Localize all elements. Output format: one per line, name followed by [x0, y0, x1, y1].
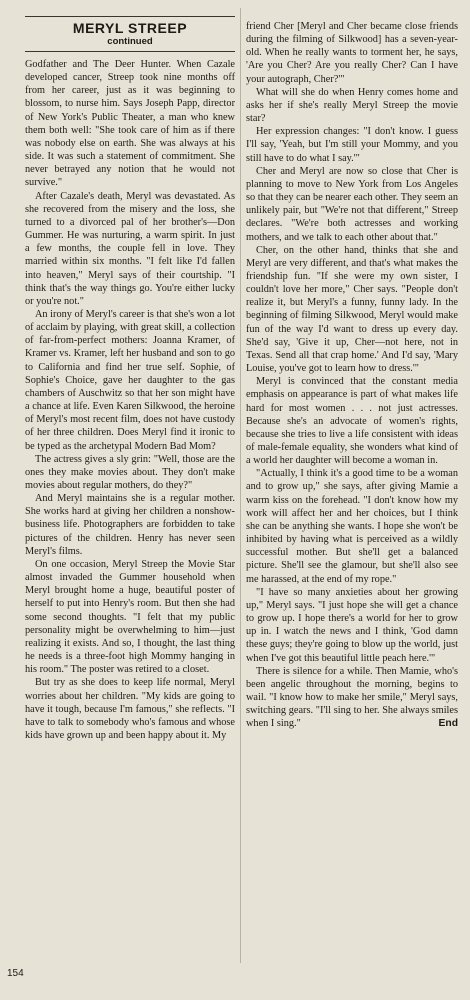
body-paragraph: Cher and Meryl are now so close that Cher is planning to move to New York from Los Angeles so that they can be nearer each other. They seem an unlikely pair, but "We're not that different," Streep declares. "We're both actresses and working mothers, and we talk to each other about that." — [246, 165, 458, 243]
left-column — [25, 16, 235, 742]
body-paragraph: On one occasion, Meryl Streep the Movie Star almost invaded the Gummer household when Meryl brought home a huge, beautiful poster of herself to put into Henry's room. But then she had some second thoughts. "I felt that my public personality might be overwhelming to him—just realizing it exists. And so, I thought, the last thing he needs is a three-foot high Mommy hanging in his room." The poster was retired to a closet. — [25, 558, 235, 676]
article-headline: MERYL STREEP — [72, 20, 188, 36]
body-paragraph: "Actually, I think it's a good time to be a woman and to grow up," she says, after giving Mamie a warm kiss on the forehead. "I don't know how my work will affect her and her choices, but I think she can be anything she wants. I hope she won't be inhibited by having what is perceived as a wildly successful mother. But she'll get a balanced picture. She'll see the glamour, but she'll also see me harassed, at the end of my rope." — [246, 468, 458, 585]
end-mark: End — [438, 718, 458, 730]
body-paragraph: An irony of Meryl's career is that she's won a lot of acclaim by playing, with great skill, a collection of far-from-perfect mothers: Joanna Kramer, of Kramer vs. Kramer, left her husband and son to go to California and find her true self. Sophie, of Sophie's Choice, gave her daughter to the gas chambers of Auschwitz so that her son might have a chance at life. Even Karen Silkwood, the heroine of Meryl's most recent film, does not have custody of her three children. Does Meryl find it ironic to be typed as the archetypal Modern Bad Mom? — [25, 308, 235, 452]
final-paragraph — [246, 665, 458, 731]
header-top-rule — [25, 16, 235, 17]
body-paragraph: After Cazale's death, Meryl was devastated. As she recovered from the misery and the loss, she turned to a divorced pal of her brother's—Don Gummer. He was nurturing, a warm spirit. In just a few months, the couple fell in love. They married within six months. "I felt like I'd fallen into heaven," Meryl says of their courtship. "I think that's the way things go. You're either lucky or you're not." — [25, 190, 235, 307]
body-paragraph: Her expression changes: "I don't know. I guess I'll say, 'Yeah, but I'm still your Mommy, and you still have to do what I say.'" — [246, 126, 458, 164]
right-column — [246, 20, 458, 730]
body-paragraph: Cher, on the other hand, thinks that she and Meryl are very different, and that's what makes the friendship fun. "If she were my own sister, I couldn't love her more," Cher says. "People don't realize it, but Meryl's a funny, funny lady. In the beginning of filming Silkwood, Meryl would make fun of the way I'd want to dress up every day. She'd say, 'Give it up, Cher—not here, not in Texas. Send all that crap home.' And I'd say, 'Mary Louise, you've got to learn how to dress.'" — [246, 244, 458, 375]
body-paragraph: What will she do when Henry comes home and asks her if she's really Meryl Streep the movie star? — [246, 86, 458, 125]
article-subhead: continued — [107, 36, 153, 47]
body-paragraph: The actress gives a sly grin: "Well, those are the ones they make movies about. They don't make movies about regular mothers, do they?" — [25, 453, 235, 491]
body-paragraph: Godfather and The Deer Hunter. When Cazale developed cancer, Streep took nine months off from her career, just as it was beginning to blossom, to nurse him. Says Joseph Papp, director of New York's Public Theater, a man who knew them both well: "She took care of him as if there was nobody else on earth. She was always at his side. It was such a statement of commitment. She never betrayed any notion that he would not survive." — [25, 59, 235, 189]
page-number: 154 — [7, 968, 24, 979]
body-paragraph: Meryl is convinced that the constant media emphasis on appearance is part of what makes life hard for most women . . . not just actresses. Because she's an advocate of women's rights, because she tries to live a life consistent with ideas of male-female equality, she wonders what kind of a world her daughter will become a woman in. — [246, 376, 458, 467]
body-paragraph: "I have so many anxieties about her growing up," Meryl says. "I just hope she will get a chance to grow up. I hope there's a world for her to grow up in. I watch the news and I think, 'God damn these guys; they're going to blow up the world, just when I've got this beautiful little peach here.'" — [246, 586, 458, 664]
column-divider — [240, 8, 241, 963]
body-paragraph: And Meryl maintains she is a regular mother. She works hard at giving her children a nonshow-business life. Photographers are forbidden to take pictures of the children. Henry has never seen Meryl's films. — [25, 493, 235, 557]
final-paragraph-text: There is silence for a while. Then Mamie, who's been angelic throughout the morning, begins to wail. "I know how to make her smile," Meryl says, switching gears. "I'll sing to her. She always smiles when I sing." — [246, 665, 458, 730]
body-paragraph: But try as she does to keep life normal, Meryl worries about her children. "My kids are going to have it tough, because I'm famous," she reflects. "I have to talk to somebody who's famous and whose kids have grown up and been happy about it. My — [25, 677, 235, 741]
header-bottom-rule — [25, 51, 235, 52]
body-paragraph: friend Cher [Meryl and Cher became close friends during the filming of Silkwood] has a seven-year-old. When he really wants to torment her, he says, 'Are you Cher? Are you really Cher? Can I have your autograph, Cher?'" — [246, 21, 458, 85]
